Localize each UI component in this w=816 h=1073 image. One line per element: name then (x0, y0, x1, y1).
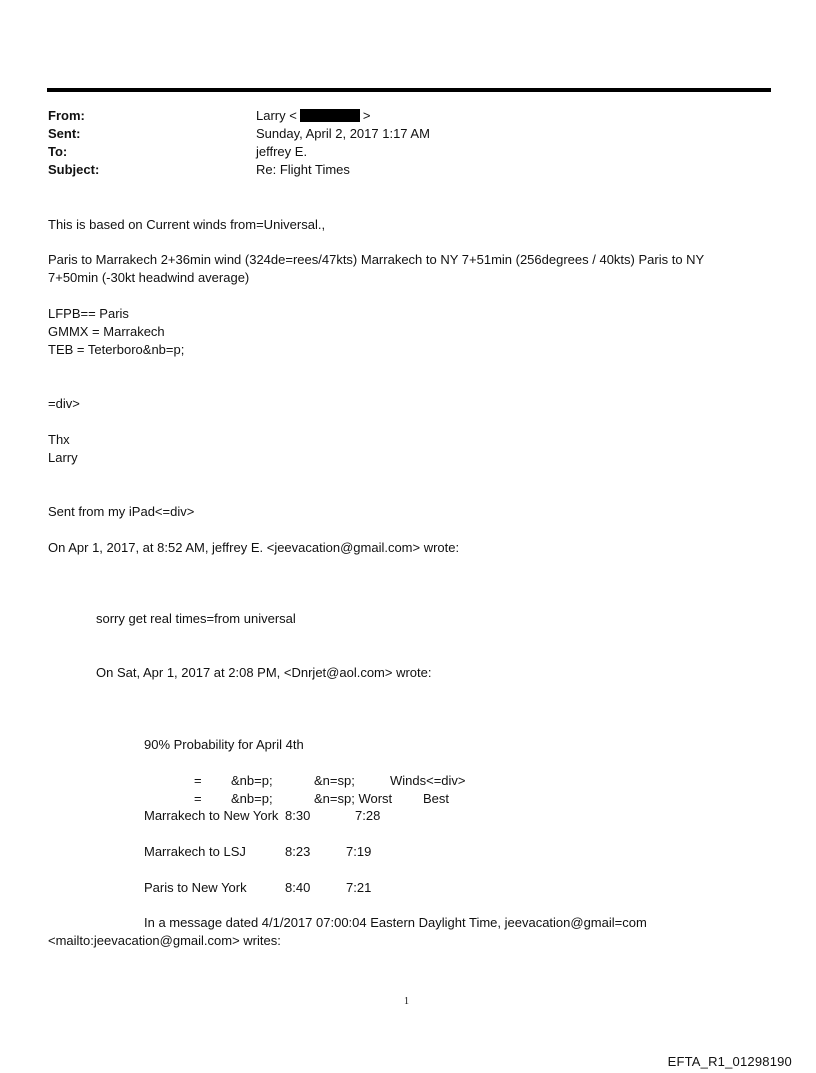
signature: Larry (48, 450, 78, 465)
artifact-r2-c1: = (194, 791, 202, 806)
to-label: To: (48, 144, 68, 159)
subject-value: Re: Flight Times (256, 162, 350, 177)
from-label: From: (48, 108, 85, 123)
airport-code-teterboro: TEB = Teterboro&nb=p; (48, 342, 185, 357)
body-line-routes-a: Paris to Marrakech 2+36min wind (324de=rees/47kts) Marrakech to NY 7+51min (256degrees / 40kts) Paris to NY (48, 252, 705, 267)
subject-label: Subject: (48, 162, 100, 177)
route-name: Marrakech to LSJ (144, 844, 246, 859)
from-row (48, 107, 85, 125)
message-dated-line: In a message dated 4/1/2017 07:00:04 Eastern Daylight Time, jeevacation@gmail=com (144, 915, 647, 930)
route-worst: 8:23 (285, 844, 311, 859)
quote2-header: On Sat, Apr 1, 2017 at 2:08 PM, <Dnrjet@aol.com> wrote: (96, 665, 432, 680)
to-row (48, 143, 67, 161)
route-worst: 8:30 (285, 808, 311, 823)
redaction-block (300, 109, 360, 122)
probability-line: 90% Probability for April 4th (144, 737, 304, 752)
airport-code-marrakech: GMMX = Marrakech (48, 324, 165, 339)
mailto-line: <mailto:jeevacation@gmail.com> writes: (48, 933, 281, 948)
page-number: 1 (404, 996, 409, 1007)
route-best: 7:28 (355, 808, 381, 823)
artifact-r2-c4: Best (423, 791, 450, 806)
document-id: EFTA_R1_01298190 (667, 1054, 792, 1069)
artifact-r1-c2: &nb=p; (231, 773, 273, 788)
subject-row (48, 161, 99, 179)
sent-row (48, 125, 81, 143)
route-name: Paris to New York (144, 880, 247, 895)
route-name: Marrakech to New York (144, 808, 279, 823)
to-value: jeffrey E. (256, 144, 308, 159)
div-artifact: =div> (48, 396, 80, 411)
from-value (256, 107, 370, 125)
quote1-body: sorry get real times=from universal (96, 611, 296, 626)
sent-from-line: Sent from my iPad<=div> (48, 504, 195, 519)
header-rule (47, 88, 771, 92)
from-name: Larry < (256, 108, 297, 123)
sent-label: Sent: (48, 126, 81, 141)
from-tail: > (362, 108, 371, 123)
route-best: 7:21 (346, 880, 372, 895)
airport-code-paris: LFPB== Paris (48, 306, 129, 321)
artifact-r2-c2: &nb=p; (231, 791, 273, 806)
artifact-r1-c1: = (194, 773, 202, 788)
body-line-routes-b: 7+50min (-30kt headwind average) (48, 270, 250, 285)
sent-value: Sunday, April 2, 2017 1:17 AM (256, 126, 430, 141)
quote1-header: On Apr 1, 2017, at 8:52 AM, jeffrey E. <jeevacation@gmail.com> wrote: (48, 540, 460, 555)
route-best: 7:19 (346, 844, 372, 859)
thanks-line: Thx (48, 432, 70, 447)
body-line-intro: This is based on Current winds from=Universal., (48, 217, 326, 232)
artifact-r1-c4: Winds<=div> (390, 773, 466, 788)
artifact-r2-c3: &n=sp; Worst (314, 791, 393, 806)
route-worst: 8:40 (285, 880, 311, 895)
artifact-r1-c3: &n=sp; (314, 773, 355, 788)
